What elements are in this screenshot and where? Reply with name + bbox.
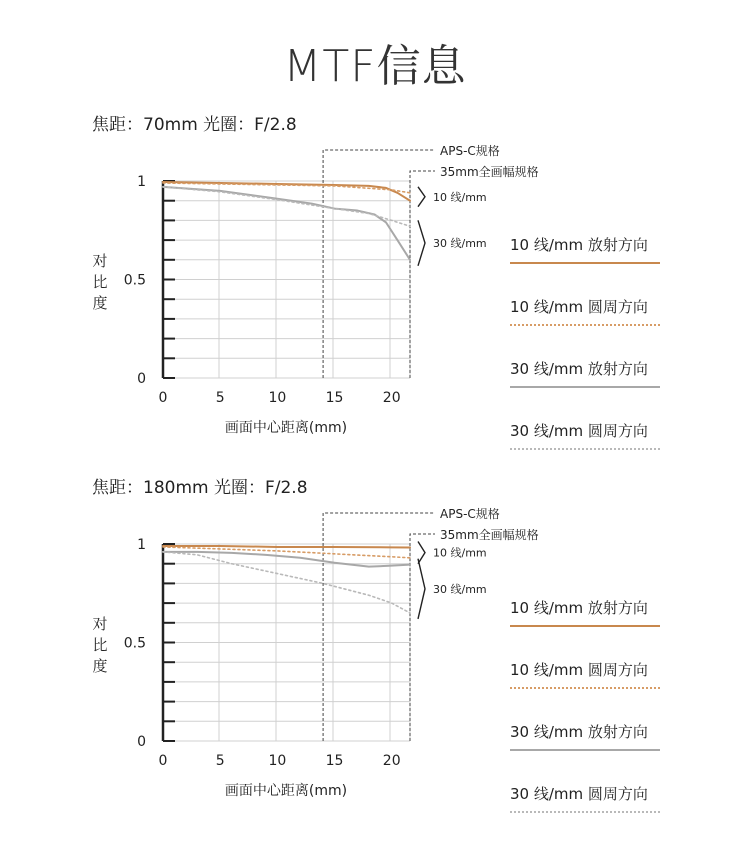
series-line: [163, 187, 410, 260]
lines-10-label: 10 线/mm: [433, 190, 487, 204]
legend-line-circ-10: [510, 324, 660, 326]
chart-heading: 焦距：70mm 光圈：F/2.8: [92, 115, 297, 135]
lines-10-label: 10 线/mm: [433, 546, 487, 560]
x-axis-label: 画面中心距离(mm): [224, 420, 348, 436]
legend-item: [510, 234, 660, 296]
y-axis-label: 比: [92, 273, 108, 291]
legend-item: [510, 296, 660, 358]
x-tick-label: 0: [158, 390, 168, 406]
series-line: [163, 552, 410, 567]
legend-item: [510, 358, 660, 420]
legend-item: [510, 721, 660, 783]
y-tick-label: 0.5: [123, 635, 146, 652]
lines-30-label: 30 线/mm: [433, 237, 487, 251]
y-tick-label: 1: [137, 537, 146, 553]
x-tick-label: 15: [325, 390, 344, 406]
legend-label: 30 线/mm 放射方向: [510, 360, 648, 378]
full-frame-marker-line: [410, 171, 435, 378]
y-axis-label: 对: [92, 615, 108, 633]
x-tick-label: 5: [215, 390, 225, 406]
legend-label: 10 线/mm 放射方向: [510, 236, 648, 254]
legend-line-circ-30: [510, 811, 660, 813]
lines-30-bracket: [418, 559, 425, 619]
x-tick-label: 5: [215, 753, 225, 769]
legend-label: 30 线/mm 圆周方向: [510, 785, 648, 803]
series-line: [163, 182, 410, 201]
legend-line-radial-10: [510, 262, 660, 264]
y-axis-label: 比: [92, 636, 108, 654]
y-tick-label: 1: [137, 174, 146, 190]
legend-line-circ-30: [510, 448, 660, 450]
legend-item: [510, 659, 660, 721]
legend-item: [510, 783, 660, 845]
legend-label: 10 线/mm 放射方向: [510, 599, 648, 617]
x-axis-label: 画面中心距离(mm): [224, 783, 348, 799]
x-tick-label: 20: [382, 753, 401, 769]
aps-c-label: APS-C规格: [440, 144, 500, 158]
y-tick-label: 0: [137, 734, 146, 750]
legend-line-circ-10: [510, 687, 660, 689]
mtf-chart-70mm: [0, 110, 750, 480]
mtf-chart-180mm: [0, 473, 750, 843]
lines-30-bracket: [418, 220, 425, 265]
x-tick-label: 0: [158, 753, 168, 769]
legend-label: 10 线/mm 圆周方向: [510, 298, 648, 316]
lines-10-bracket: [418, 187, 425, 207]
y-axis-label: 度: [92, 294, 108, 312]
legend-line-radial-10: [510, 625, 660, 627]
series-line: [163, 546, 410, 548]
full-frame-marker-line: [410, 534, 435, 741]
legend-item: [510, 597, 660, 659]
full-frame-label: 35mm全画幅规格: [440, 528, 539, 542]
legend: [510, 597, 660, 845]
legend-line-radial-30: [510, 749, 660, 751]
y-tick-label: 0: [137, 371, 146, 387]
legend: [510, 234, 660, 482]
x-tick-label: 10: [268, 390, 287, 406]
page-title: MTF信息: [283, 41, 467, 92]
series-line: [163, 552, 410, 613]
x-tick-label: 10: [268, 753, 287, 769]
y-tick-label: 0.5: [123, 272, 146, 289]
full-frame-label: 35mm全画幅规格: [440, 165, 539, 179]
y-axis-label: 对: [92, 252, 108, 270]
aps-c-label: APS-C规格: [440, 507, 500, 521]
y-axis-label: 度: [92, 657, 108, 675]
x-tick-label: 20: [382, 390, 401, 406]
legend-label: 30 线/mm 圆周方向: [510, 422, 648, 440]
chart-heading: 焦距：180mm 光圈：F/2.8: [92, 478, 308, 498]
legend-label: 30 线/mm 放射方向: [510, 723, 648, 741]
x-tick-label: 15: [325, 753, 344, 769]
legend-line-radial-30: [510, 386, 660, 388]
legend-label: 10 线/mm 圆周方向: [510, 661, 648, 679]
lines-30-label: 30 线/mm: [433, 582, 487, 596]
